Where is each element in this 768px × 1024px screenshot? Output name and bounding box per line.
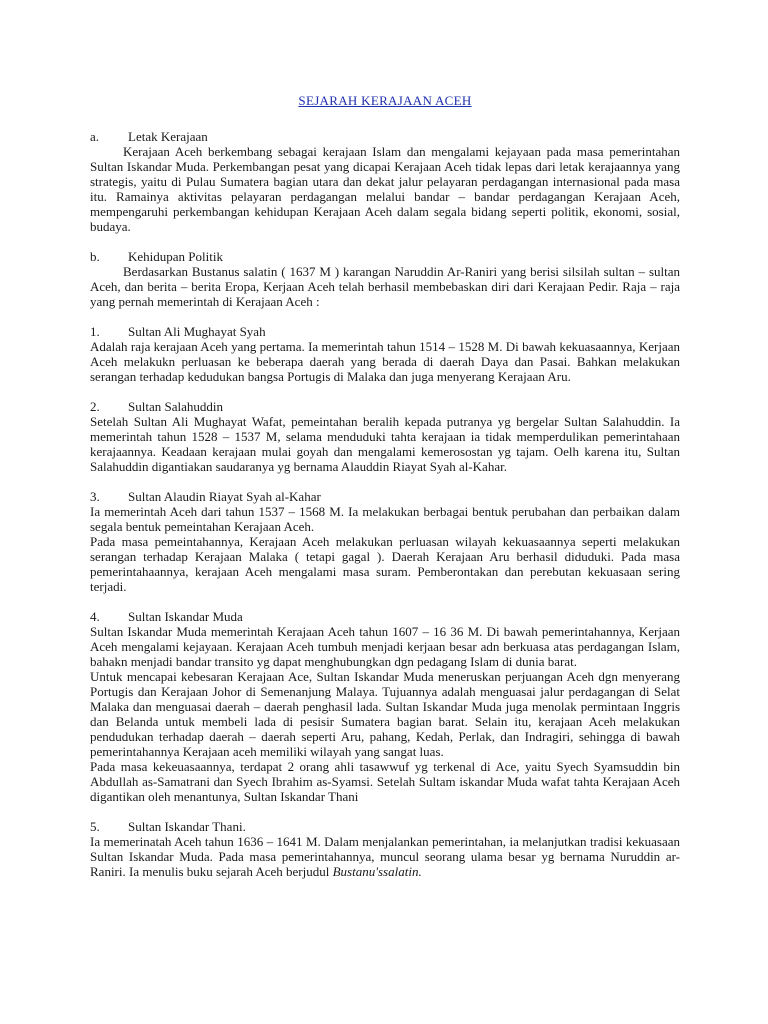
section-sultan-iskandar-muda [90, 609, 680, 804]
section-title: Sultan Iskandar Muda [128, 609, 243, 624]
section-heading [90, 489, 680, 504]
section-number: a. [90, 129, 100, 144]
section-title: Letak Kerajaan [128, 129, 208, 144]
section-number: 1. [90, 324, 100, 339]
section-heading [90, 324, 680, 339]
paragraph: Sultan Iskandar Muda memerintah Kerajaan Aceh tahun 1607 – 16 36 M. Di bawah pemerintahannya, Kerjaan Aceh mengalami kejayaan. Kerajaan Aceh tumbuh menjadi kerjaan besar adn berkuasa atas perdagangan Islam, bahakn menjadi bandar transito yg dapat menghubungkan dgn pedagang Islam di dunia barat. [90, 624, 680, 669]
section-title: Sultan Iskandar Thani. [128, 819, 246, 834]
paragraph: Untuk mencapai kebesaran Kerajaan Ace, Sultan Iskandar Muda meneruskan perjuangan Aceh dgn menyerang Portugis dan Kerajaan Johor di Semenanjung Malaya. Tujuannya adalah menguasai jalur perdagangan di Selat Malaka dan menguasai daerah – daerah penghasil lada. Sultan Iskandar Muda juga menolak permintaan Inggris dan Belanda untuk membeli lada di pesisir Sumatera bagian barat. Selain itu, kerajaan Aceh melakukan pendudukan terhadap daerah – daerah seperti Aru, pahang, Kedah, Perlak, dan Indragiri, sehingga di bawah pemerintahannya Kerajaan aceh memiliki wilayah yang sangat luas. [90, 669, 680, 759]
section-number: 5. [90, 819, 100, 834]
section-number: 2. [90, 399, 100, 414]
paragraph-text: Ia memerinatah Aceh tahun 1636 – 1641 M. Dalam menjalankan pemerintahan, ia melanjutkan tradisi kekuasaan Sultan Iskandar Muda. Pada masa pemerintahannya, muncul seorang ulama besar yg bernama Nuruddin ar-Raniri. Ia menulis buku sejarah Aceh berjudul [90, 834, 680, 879]
section-title: Sultan Alaudin Riayat Syah al-Kahar [128, 489, 321, 504]
section-heading [90, 129, 680, 144]
paragraph: Ia memerintah Aceh dari tahun 1537 – 1568 M. Ia melakukan berbagai bentuk perubahan dan perbaikan dalam segala bentuk pemeintahan Kerajaan Aceh. [90, 504, 680, 534]
paragraph: Pada masa pemeintahannya, Kerajaan Aceh melakukan perluasan wilayah kekuasaannya seperti melakukan serangan terhadap Kerajaan Malaka ( tetapi gagal ). Daerah Kerajaan Aru berhasil diduduki. Pada masa pemerintahaannya, kerajaan Aceh mengalami masa suram. Pemberontakan dan perebutan kekuasaan sering terjadi. [90, 534, 680, 594]
section-heading [90, 819, 680, 834]
book-title: Bustanu'ssalatin. [332, 864, 422, 879]
paragraph: Adalah raja kerajaan Aceh yang pertama. Ia memerintah tahun 1514 – 1528 M. Di bawah kekuasaannya, Kerjaan Aceh melakukn perluasan ke beberapa daerah yang berada di daerah Daya dan Pasai. Bahkan melakukan serangan terhadap kedudukan bangsa Portugis di Malaka dan juga menyerang Kerajaan Aru. [90, 339, 680, 384]
section-kehidupan-politik [90, 249, 680, 309]
section-number: 3. [90, 489, 100, 504]
section-title: Kehidupan Politik [128, 249, 223, 264]
paragraph: Pada masa kekeuasaannya, terdapat 2 orang ahli tasawwuf yg terkenal di Ace, yaitu Syech Syamsuddin bin Abdullah as-Samatrani dan Syech Ibrahim as-Syamsi. Setelah Sultam iskandar Muda wafat tahta Kerajaan Aceh digantikan oleh menantunya, Sultan Iskandar Thani [90, 759, 680, 804]
paragraph: Berdasarkan Bustanus salatin ( 1637 M ) karangan Naruddin Ar-Raniri yang berisi silsilah sultan – sultan Aceh, dan berita – berita Eropa, Kerjaan Aceh telah berhasil membebaskan diri dari Kerajaan Pedir. Raja – raja yang pernah memerintah di Kerajaan Aceh : [90, 264, 680, 309]
section-sultan-salahuddin [90, 399, 680, 474]
paragraph [90, 834, 680, 879]
section-sultan-iskandar-thani [90, 819, 680, 879]
section-heading [90, 399, 680, 414]
section-heading [90, 249, 680, 264]
section-title: Sultan Ali Mughayat Syah [128, 324, 266, 339]
section-number: b. [90, 249, 100, 264]
paragraph: Kerajaan Aceh berkembang sebagai kerajaan Islam dan mengalami kejayaan pada masa pemerintahan Sultan Iskandar Muda. Perkembangan pesat yang dicapai Kerajaan Aceh tidak lepas dari letak kerajaannya yang strategis, yaitu di Pulau Sumatera bagian utara dan dekat jalur pelayaran perdagangan internasional pada masa itu. Ramainya aktivitas pelayaran perdagangan melalui bandar – bandar perdagangan Kerajaan Aceh, mempengaruhi perkembangan kehidupan Kerajaan Aceh dalam segala bidang seperti politik, ekonomi, sosial, budaya. [90, 144, 680, 234]
page-title: SEJARAH KERAJAAN ACEH [298, 93, 472, 108]
section-sultan-ali-mughayat-syah [90, 324, 680, 384]
section-title: Sultan Salahuddin [128, 399, 223, 414]
section-number: 4. [90, 609, 100, 624]
section-letak-kerajaan [90, 129, 680, 234]
section-sultan-alaudin [90, 489, 680, 594]
section-heading [90, 609, 680, 624]
paragraph: Setelah Sultan Ali Mughayat Wafat, pemeintahan beralih kepada putranya yg bergelar Sultan Salahuddin. Ia memerintah tahun 1528 – 1537 M, selama menduduki tahta kerajaan ia tidak memperdulikan pemerintahaan kerajaannya. Keadaan kerajaan mulai goyah dan mengalami kemerosostan yg tajam. Oelh karena itu, Sultan Salahuddin digantiakan saudaranya yg bernama Alauddin Riayat Syah al-Kahar. [90, 414, 680, 474]
